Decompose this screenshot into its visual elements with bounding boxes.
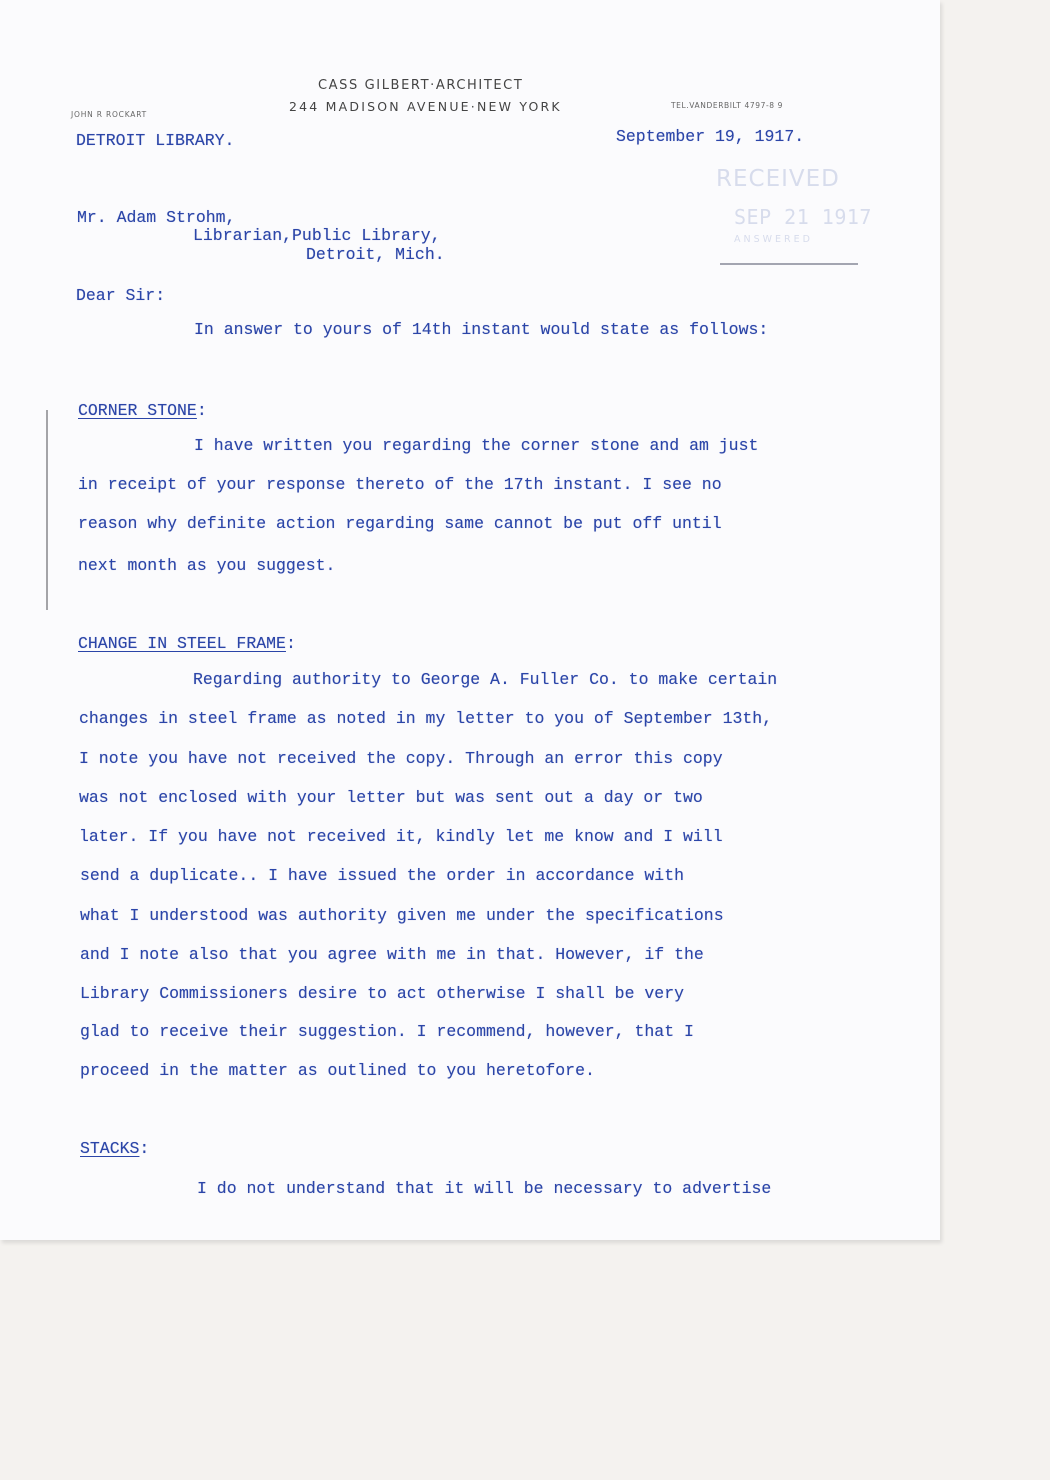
recipient-city: Detroit, Mich. (306, 245, 445, 264)
recipient-title: Librarian,Public Library, (193, 226, 441, 245)
steel-frame-line: glad to receive their suggestion. I recommend, however, that I (80, 1022, 694, 1041)
heading-text: CHANGE IN STEEL FRAME (78, 634, 286, 653)
steel-frame-line: Regarding authority to George A. Fuller Co. to make certain (193, 670, 778, 689)
letterhead-telephone: TEL.VANDERBILT 4797-8 9 (671, 101, 783, 110)
steel-frame-line: proceed in the matter as outlined to you heretofore. (80, 1061, 595, 1080)
steel-frame-line: and I note also that you agree with me in that. However, if the (80, 945, 704, 964)
stacks-line: I do not understand that it will be necessary to advertise (197, 1179, 772, 1198)
intro-paragraph: In answer to yours of 14th instant would state as follows: (194, 320, 769, 339)
corner-stone-line: reason why definite action regarding same cannot be put off until (78, 514, 722, 533)
steel-frame-line: Library Commissioners desire to act otherwise I shall be very (80, 984, 684, 1003)
margin-pencil-mark (46, 410, 48, 610)
letterhead-associate: JOHN R ROCKART (71, 110, 148, 119)
section-heading-stacks (80, 1139, 149, 1158)
corner-stone-line: I have written you regarding the corner stone and am just (194, 436, 759, 455)
received-stamp-date: SEP 21 1917 (734, 205, 872, 229)
steel-frame-line: later. If you have not received it, kindly let me know and I will (79, 827, 723, 846)
steel-frame-line: send a duplicate.. I have issued the order in accordance with (80, 866, 684, 885)
steel-frame-line: I note you have not received the copy. Through an error this copy (79, 749, 723, 768)
answered-stamp: ANSWERED (734, 234, 813, 245)
corner-stone-line: in receipt of your response thereto of the 17th instant. I see no (78, 475, 722, 494)
section-heading-steel-frame (78, 634, 296, 653)
recipient-name: Mr. Adam Strohm, (77, 208, 236, 227)
subject-line: DETROIT LIBRARY. (76, 131, 235, 150)
heading-colon: : (139, 1139, 150, 1158)
corner-stone-line: next month as you suggest. (78, 556, 336, 575)
steel-frame-line: was not enclosed with your letter but was sent out a day or two (79, 788, 703, 807)
heading-colon: : (285, 634, 296, 653)
heading-colon: : (196, 401, 207, 420)
salutation: Dear Sir: (76, 286, 166, 305)
steel-frame-line: changes in steel frame as noted in my letter to you of September 13th, (79, 709, 773, 728)
heading-text: STACKS (80, 1139, 140, 1158)
heading-text: CORNER STONE (78, 401, 197, 420)
letter-date: September 19, 1917. (616, 127, 805, 146)
letterhead-address: 244 MADISON AVENUE·NEW YORK (289, 99, 562, 114)
received-stamp: RECEIVED (716, 166, 840, 192)
section-heading-corner-stone (78, 401, 207, 420)
steel-frame-line: what I understood was authority given me under the specifications (80, 906, 724, 925)
stamp-divider (720, 263, 858, 265)
letterhead-title: CASS GILBERT·ARCHITECT (318, 78, 524, 93)
